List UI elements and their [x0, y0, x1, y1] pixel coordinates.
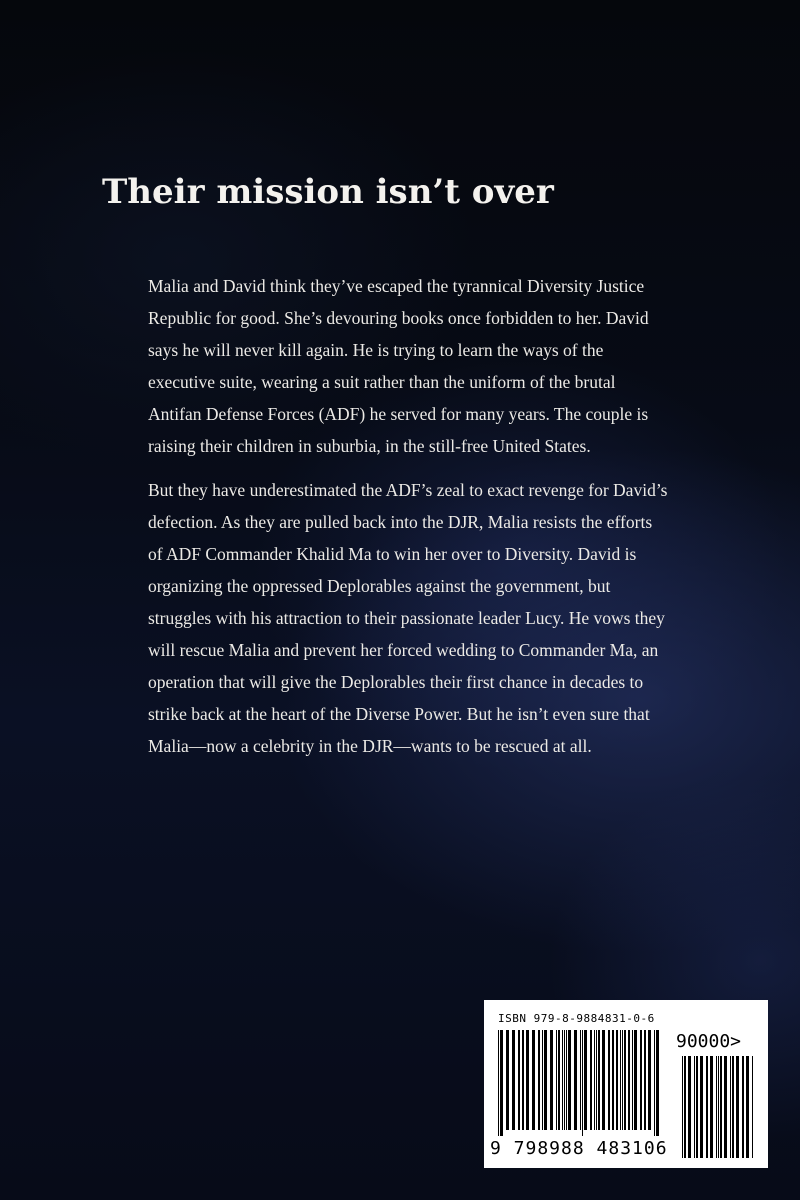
isbn-digits: 9 798988 483106	[490, 1138, 668, 1159]
blurb-paragraph: Malia and David think they’ve escaped the tyrannical Diversity Justice Republic for good. She’s devouring books once forbidden to her. David says he will never kill again. He is trying to learn the ways of the executive suite, wearing a suit rather than the uniform of the brutal Antifan Defense Forces (ADF) he served for many years. The couple is raising their children in suburbia, in the still-free United States.	[148, 276, 649, 456]
blurb	[148, 270, 668, 774]
ean-barcode-bars	[498, 1030, 664, 1136]
isbn-label: ISBN 979-8-9884831-0-6	[498, 1012, 655, 1025]
price-code: 90000>	[676, 1031, 742, 1052]
blurb-paragraph: But they have underestimated the ADF’s zeal to exact revenge for David’s defection. As they are pulled back into the DJR, Malia resists the efforts of ADF Commander Khalid Ma to win her over to Diversity. David is organizing the oppressed Deplorables against the government, but struggles with his attraction to their passionate leader Lucy. He vows they will rescue Malia and prevent her forced wedding to Commander Ma, an operation that will give the Deplorables their first chance in decades to strike back at the heart of the Diverse Power. But he isn’t even sure that Malia—now a celebrity in the DJR—wants to be rescued at all.	[148, 480, 668, 756]
price-addon-bars	[682, 1056, 756, 1158]
isbn-barcode	[484, 1000, 768, 1168]
headline: Their mission isn’t over	[102, 172, 554, 212]
